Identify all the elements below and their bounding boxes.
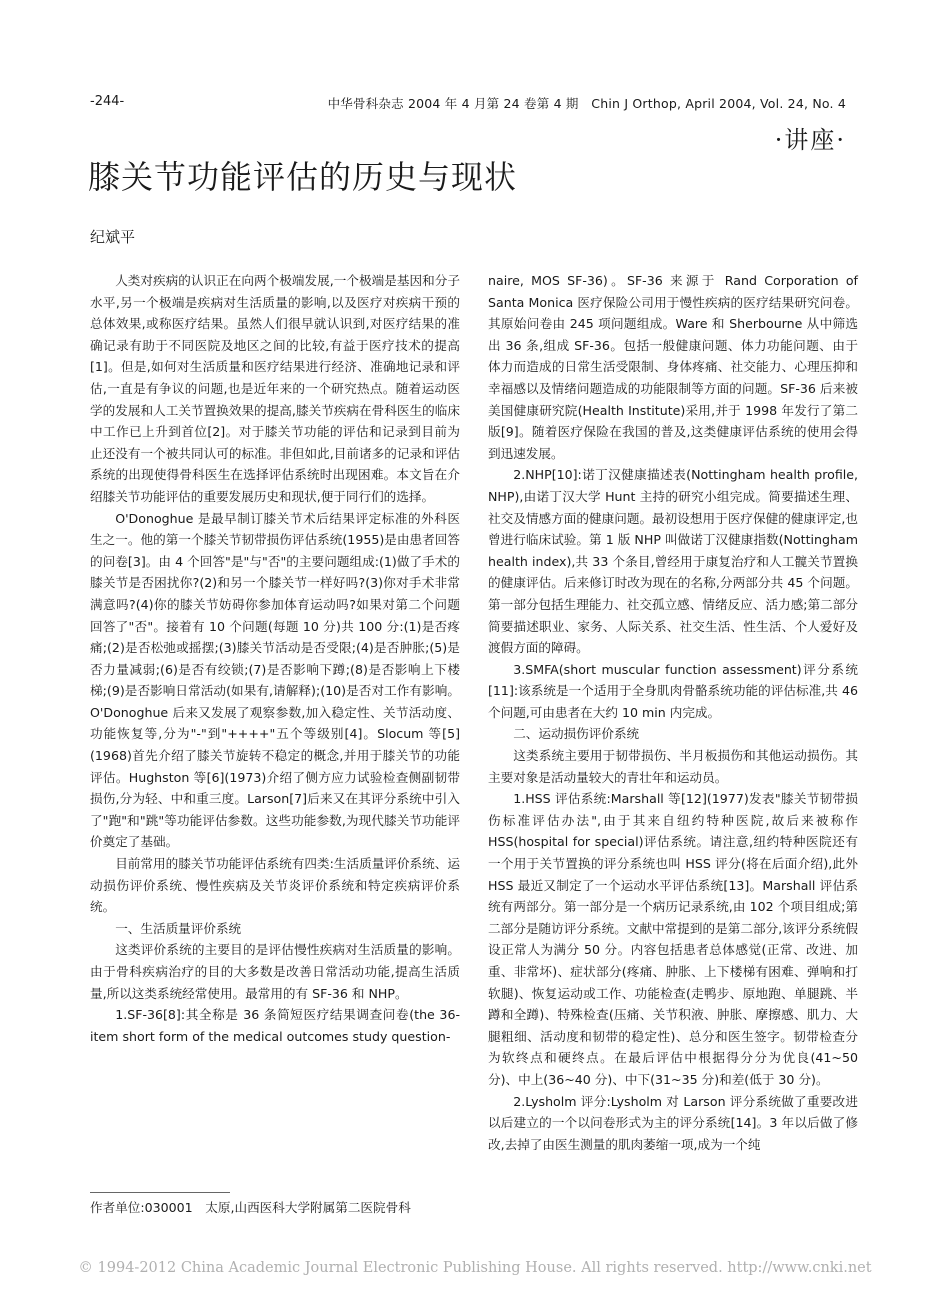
paragraph: 这类系统主要用于韧带损伤、半月板损伤和其他运动损伤。其主要对象是活动量较大的青壮年和运动员。 bbox=[488, 748, 858, 785]
section-heading: 二、运动损伤评价系统 bbox=[513, 726, 640, 742]
author: 纪斌平 bbox=[90, 228, 136, 246]
paragraph: 2.Lysholm 评分:Lysholm 对 Larson 评分系统做了重要改进以后建立的一个以问卷形式为主的评分系统[14]。3 年以后做了修改,去掉了由医生测量的肌肉萎缩一项,成为一个纯 bbox=[488, 1093, 858, 1152]
section-heading: 一、生活质量评价系统 bbox=[115, 920, 242, 936]
paragraph: 1.HSS 评估系统:Marshall 等[12](1977)发表"膝关节韧带损伤标准评估办法",由于其来自纽约特种医院,故后来被称作 HSS(hospital for special)评估系统。请注意,纽约特种医院还有一个用于关节置换的评分系统也叫 HSS 评分(将在后面介绍),此外 HSS 最近又制定了一个运动水平评估系统[13]。Marshall 评估系统有两部分。第一部分是一个病历记录系统,由 102 个项目组成;第二部分是随访评分系统。文献中常提到的是第二部分,该评分系统假设正常人为满分 50 分。内容包括患者总体感觉(正常、改进、加重、非常坏)、症状部分(疼痛、肿胀、上下楼梯有困难、弹响和打软腿)、恢复运动或工作、功能检查(走鸭步、原地跑、单腿跳、半蹲和全蹲)、特殊检查(压痛、关节积液、肿胀、摩擦感、肌力、大腿粗细、活动度和韧带的稳定性)、总分和医生签字。韧带检查分为软终点和硬终点。在最后评估中根据得分分为优良(41~50 分)、中上(36~40 分)、中下(31~35 分)和差(低于 30 分)。 bbox=[488, 791, 858, 1087]
footnote-divider bbox=[90, 1192, 230, 1193]
paragraph: 人类对疾病的认识正在向两个极端发展,一个极端是基因和分子水平,另一个极端是疾病对生活质量的影响,以及医疗对疾病干预的总体效果,或称医疗结果。虽然人们很早就认识到,对医疗结果的准确记录有助于不同医院及地区之间的比较,有益于医疗技术的提高[1]。但是,如何对生活质量和医疗结果进行经济、准确地记录和评估,一直是有争议的问题,也是近年来的一个研究热点。随着运动医学的发展和人工关节置换效果的提高,膝关节疾病在骨科医生的临床中工作已上升到首位[2]。对于膝关节功能的评估和记录到目前为止还没有一个被共同认可的标准。非但如此,目前诸多的记录和评估系统的出现使得骨科医生在选择评估系统时出现困难。本文旨在介绍膝关节功能评估的重要发展历史和现状,便于同行们的选择。 bbox=[90, 273, 460, 504]
copyright-notice: © 1994-2012 China Academic Journal Electronic Publishing House. All rights reserved. http://www.cnki.net bbox=[78, 1260, 872, 1276]
right-column bbox=[488, 270, 858, 1155]
running-head: 中华骨科杂志 2004 年 4 月第 24 卷第 4 期 Chin J Orthop, April 2004, Vol. 24, No. 4 bbox=[327, 96, 846, 111]
paragraph: O'Donoghue 是最早制订膝关节术后结果评定标准的外科医生之一。他的第一个膝关节韧带损伤评估系统(1955)是由患者回答的问卷[3]。由 4 个回答"是"与"否"的主要问题组成:(1)做了手术的膝关节是否困扰你?(2)和另一个膝关节一样好吗?(3)你对手术非常满意吗?(4)你的膝关节妨碍你参加体育运动吗?如果对第二个问题回答了"否"。接着有 10 个问题(每题 10 分)共 100 分:(1)是否疼痛;(2)是否松弛或摇摆;(3)膝关节活动是否受限;(4)是否肿胀;(5)是否力量减弱;(6)是否有绞锁;(7)是否影响下蹲;(8)是否影响上下楼梯;(9)是否影响日常活动(如果有,请解释);(10)是否对工作有影响。O'Donoghue 后来又发展了观察参数,加入稳定性、关节活动度、功能恢复等,分为"-"到"++++"五个等级别[4]。Slocum 等[5](1968)首先介绍了膝关节旋转不稳定的概念,并用于膝关节的功能评估。Hughston 等[6](1973)介绍了侧方应力试验检查侧副韧带损伤,分为轻、中和重三度。Larson[7]后来又在其评分系统中引入了"跑"和"跳"等功能评估参数。这些功能参数,为现代膝关节功能评价奠定了基础。 bbox=[90, 510, 460, 850]
paragraph: 1.SF-36[8]:其全称是 36 条简短医疗结果调查问卷(the 36-item short form of the medical outcomes study question- bbox=[90, 1007, 460, 1044]
paragraph: 这类评价系统的主要目的是评估慢性疾病对生活质量的影响。由于骨科疾病治疗的目的大多数是改善日常活动功能,提高生活质量,所以这类系统经常使用。最常用的有 SF-36 和 NHP。 bbox=[90, 942, 460, 1001]
section-label: ·讲座· bbox=[774, 126, 846, 154]
left-column bbox=[90, 270, 460, 1047]
paragraph: 目前常用的膝关节功能评估系统有四类:生活质量评价系统、运动损伤评价系统、慢性疾病及关节炎评价系统和特定疾病评价系统。 bbox=[90, 856, 460, 915]
author-affiliation-footnote: 作者单位:030001 太原,山西医科大学附属第二医院骨科 bbox=[90, 1200, 411, 1215]
page-number: -244- bbox=[90, 94, 125, 109]
paragraph: 2.NHP[10]:诺丁汉健康描述表(Nottingham health profile, NHP),由诺丁汉大学 Hunt 主持的研究小组完成。简要描述生理、社交及情感方面的健康问题。最初设想用于医疗保健的健康评定,也曾进行临床试验。第 1 版 NHP 叫做诺丁汉健康指数(Nottingham health index),共 33 个条目,曾经用于康复治疗和人工髋关节置换的健康评估。后来修订时改为现在的名称,分两部分共 45 个问题。第一部分包括生理能力、社交孤立感、情绪反应、活力感;第二部分简要描述职业、家务、人际关系、社交生活、性生活、个人爱好及渡假方面的障碍。 bbox=[488, 467, 858, 656]
paragraph: 3.SMFA(short muscular function assessment)评分系统[11]:该系统是一个适用于全身肌肉骨骼系统功能的评估标准,共 46 个问题,可由患者在大约 10 min 内完成。 bbox=[488, 661, 858, 720]
paragraph: naire, MOS SF-36)。SF-36 来源于 Rand Corporation of Santa Monica 医疗保险公司用于慢性疾病的医疗结果研究问卷。其原始问卷由 245 项问题组成。Ware 和 Sherbourne 从中筛选出 36 条,组成 SF-36。包括一般健康问题、体力功能问题、由于体力而造成的日常生活受限制、身体疼痛、社交能力、心理压抑和幸福感以及情绪问题造成的功能限制等方面的问题。SF-36 后来被美国健康研究院(Health Institute)采用,并于 1998 年发行了第二版[9]。随着医疗保险在我国的普及,这类健康评估系统的使用会得到迅速发展。 bbox=[488, 273, 858, 461]
article-title: 膝关节功能评估的历史与现状 bbox=[88, 158, 518, 196]
